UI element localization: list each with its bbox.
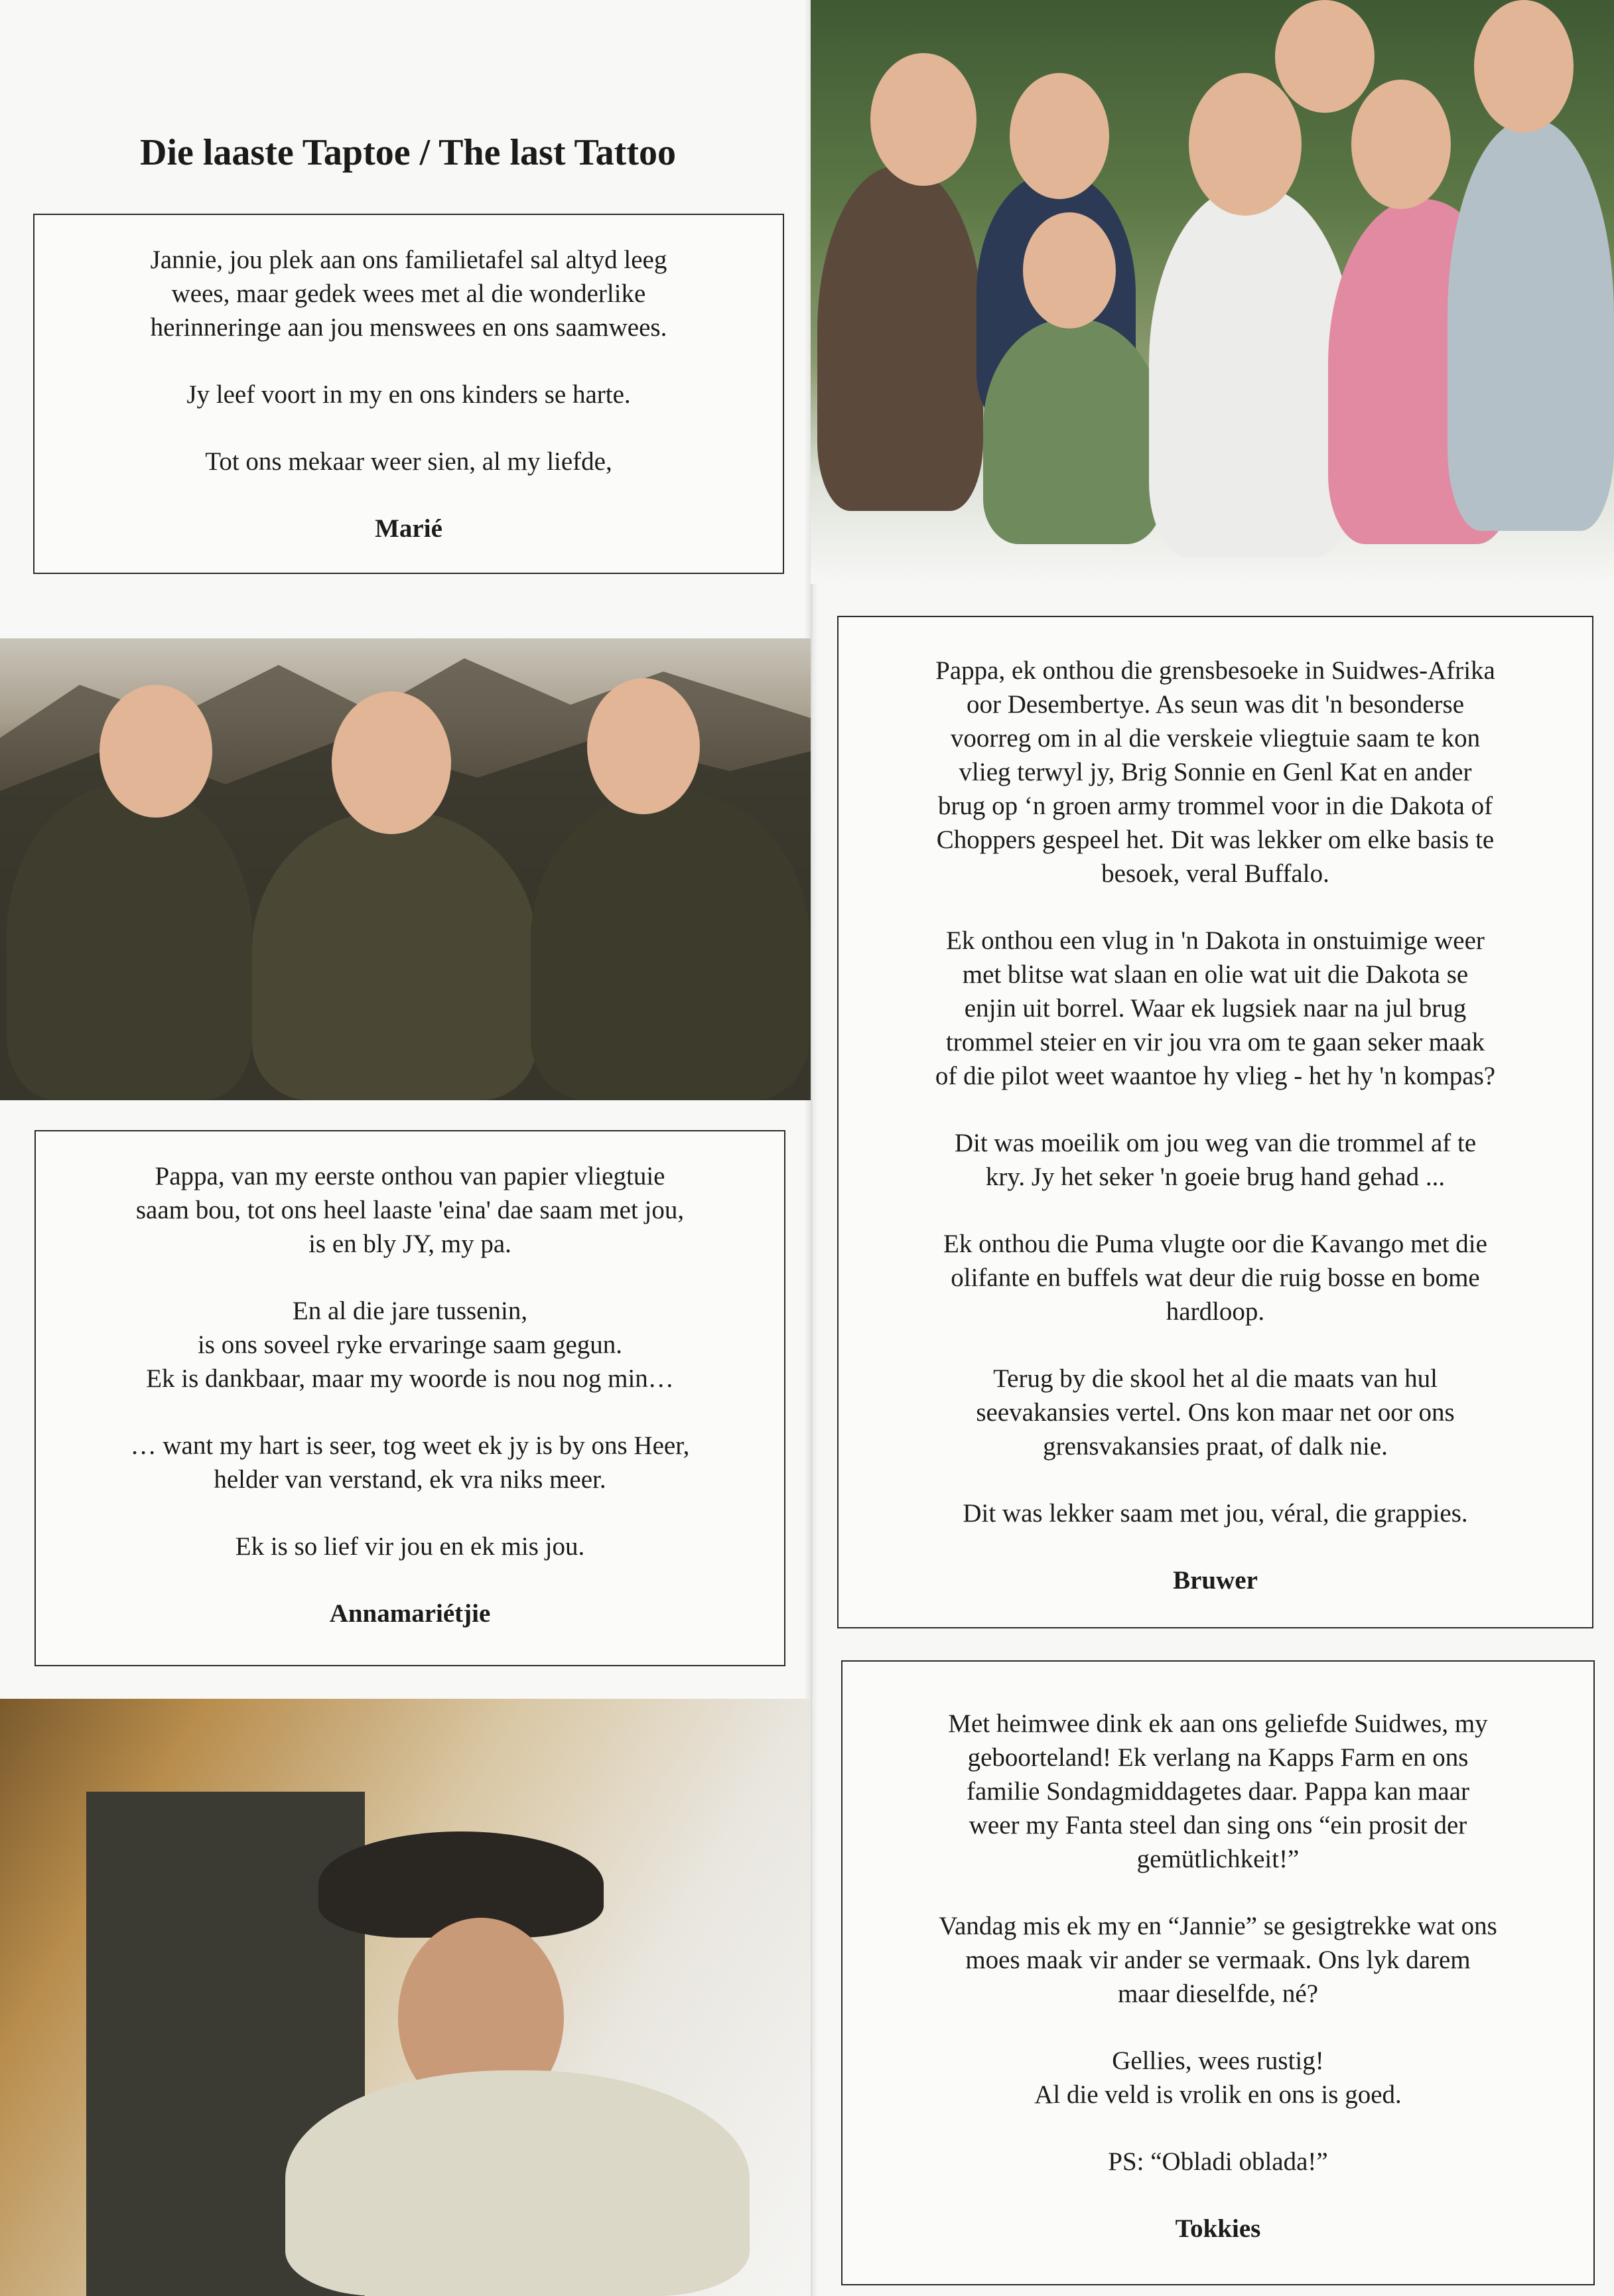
tribute-box-marie (33, 214, 784, 574)
general-center (252, 811, 537, 1100)
man-shirt (285, 2070, 750, 2296)
tribute-paragraph: Ek onthou die Puma vlugte oor die Kavango met die olifante en buffels wat deur die ruig bosse en bome hardloop. (943, 1230, 1487, 1326)
elderly-man-face (1189, 73, 1302, 216)
tribute-signature: Bruwer (1173, 1566, 1258, 1595)
soldier-left-face (100, 685, 212, 818)
tribute-box-annamarietjie (34, 1130, 785, 1666)
general-center-face (332, 691, 451, 834)
military-portrait-photo (0, 638, 811, 1100)
tribute-paragraph: Jannie, jou plek aan ons familietafel sal altyd leeg wees, maar gedek wees met al die wonderlike herinneringe aan jou menswees en ons saamwees. (150, 246, 667, 342)
tribute-paragraph: Tot ons mekaar weer sien, al my liefde, (205, 447, 612, 476)
tribute-paragraph: Pappa, ek onthou die grensbesoeke in Suidwes-Afrika oor Desembertye. As seun was dit 'n besonderse voorreg om in al die verskeie vliegtuie saam te kon vlieg terwyl jy, Brig Sonnie en Genl Kat en ander brug op ‘n groen army trommel voor in die Dakota of Choppers gespeel het. Dit was lekker om elke basis te besoek, veral Buffalo. (935, 656, 1495, 888)
tribute-paragraph: Pappa, van my eerste onthou van papier vliegtuie saam bou, tot ons heel laaste 'eina' dae saam met jou, is en bly JY, my pa. (135, 1162, 685, 1258)
woman-left (817, 166, 983, 511)
man-with-hat-photo (0, 1699, 811, 2296)
man-right-face (1474, 0, 1574, 133)
tribute-paragraph: Vandag mis ek my en “Jannie” se gesigtrekke wat ons moes maak vir ander se vermaak. Ons lyk darem maar dieselfde, né? (939, 1912, 1497, 2008)
tribute-paragraph: Gellies, wees rustig! Al die veld is vrolik en ons is goed. (1034, 2046, 1402, 2109)
boy (983, 319, 1162, 544)
page-title: Die laaste Taptoe / The last Tattoo (140, 132, 676, 173)
tribute-signature: Tokkies (1175, 2214, 1261, 2243)
man-right (1447, 119, 1614, 531)
soldier-left (7, 784, 252, 1100)
tribute-paragraph: Terug by die skool het al die maats van hul seevakansies vertel. Ons kon maar net oor ons grensvakansies praat, of dalk nie. (976, 1364, 1455, 1461)
elderly-man (1149, 186, 1355, 557)
tribute-box-bruwer (837, 616, 1593, 1628)
soldier-right (531, 791, 809, 1100)
tribute-paragraph: Ek is so lief vir jou en ek mis jou. (235, 1532, 585, 1561)
family-photo (811, 0, 1614, 584)
tribute-paragraph: Jy leef voort in my en ons kinders se harte. (186, 380, 631, 409)
tribute-paragraph: … want my hart is seer, tog weet ek jy is by ons Heer, helder van verstand, ek vra niks meer. (130, 1431, 690, 1494)
tribute-box-tokkies (841, 1660, 1595, 2285)
soldier-right-face (587, 678, 700, 814)
tribute-paragraph: Dit was lekker saam met jou, véral, die grappies. (963, 1499, 1468, 1528)
woman-pink-face (1351, 80, 1451, 209)
tribute-signature: Marié (375, 514, 442, 543)
man-back-face (1275, 0, 1375, 113)
elderly-woman-face (1010, 73, 1109, 199)
tribute-signature: Annamariétjie (329, 1599, 491, 1628)
tribute-paragraph: PS: “Obladi oblada!” (1108, 2147, 1328, 2176)
tribute-paragraph: En al die jare tussenin, is ons soveel ryke ervaringe saam gegun. Ek is dankbaar, maar my woorde is nou nog min… (146, 1297, 674, 1393)
tribute-paragraph: Ek onthou een vlug in 'n Dakota in onstuimige weer met blitse wat slaan en olie wat uit die Dakota se enjin uit borrel. Waar ek lugsiek naar na jul brug trommel steier en vir jou vra om te gaan seker maak of die pilot weet waantoe hy vlieg - het hy 'n kompas? (935, 926, 1496, 1090)
tribute-paragraph: Met heimwee dink ek aan ons geliefde Suidwes, my geboorteland! Ek verlang na Kapps Farm en ons familie Sondagmiddagetes daar. Pappa kan maar weer my Fanta steel dan sing ons “ein prosit der gemütlichkeit!” (948, 1709, 1488, 1873)
tribute-paragraph: Dit was moeilik om jou weg van die trommel af te kry. Jy het seker 'n goeie brug hand gehad ... (954, 1129, 1477, 1191)
woman-left-face (870, 53, 976, 186)
boy-face (1023, 212, 1116, 328)
